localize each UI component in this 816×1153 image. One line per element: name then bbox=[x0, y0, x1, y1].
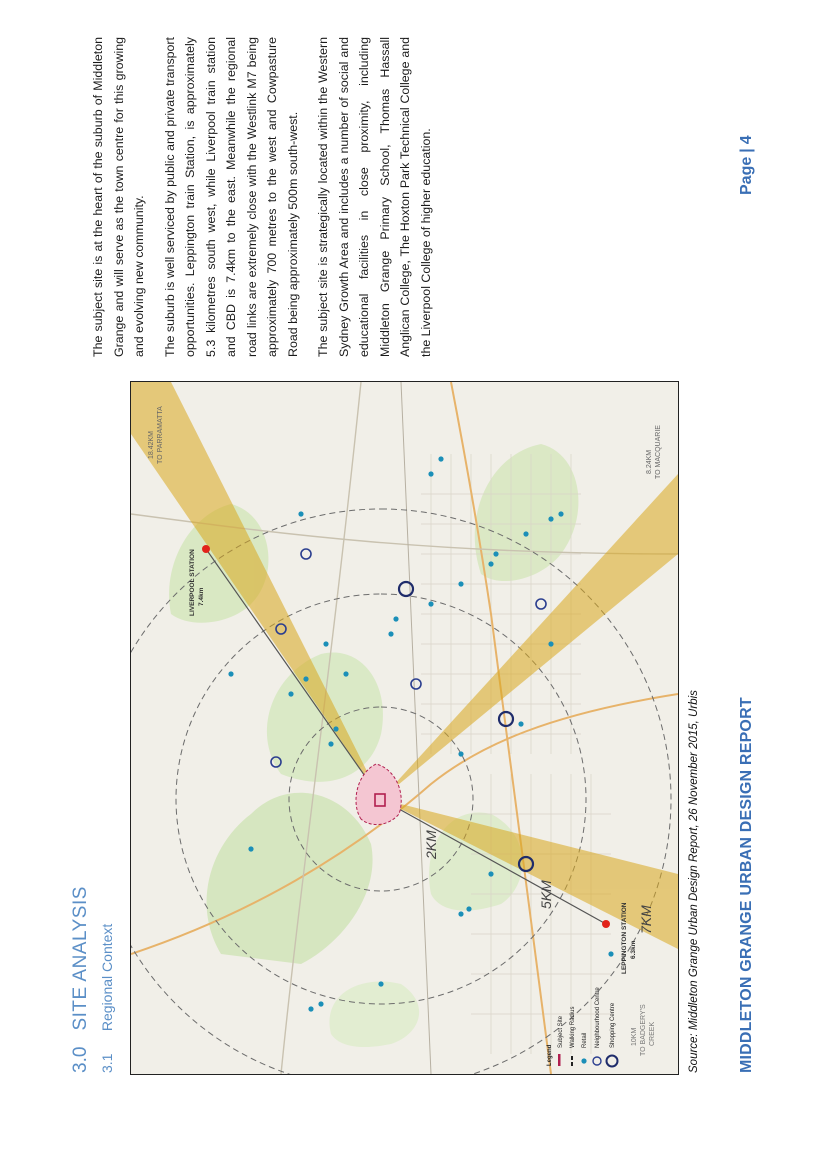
regional-context-map bbox=[130, 381, 679, 1075]
legend-retail-swatch bbox=[581, 1058, 586, 1063]
legend-shopping-centre-label: Shopping Centre bbox=[610, 1002, 616, 1048]
badgerys-direction-label: TO BADGERY'S bbox=[640, 1004, 647, 1056]
legend-walking-radius-label: Walking Radius bbox=[570, 1006, 576, 1048]
legend-subject-site-label: Subject Site bbox=[558, 1015, 564, 1048]
macquarie-direction-label: TO MACQUARIE bbox=[655, 425, 662, 479]
liverpool-station-label: LIVERPOOL STATION bbox=[189, 549, 196, 616]
radius-5km-label: 5KM bbox=[538, 880, 554, 909]
legend-title: Legend bbox=[547, 1044, 553, 1066]
liverpool-distance-label: 7.4km bbox=[198, 587, 205, 606]
badgerys-creek-label: CREEK bbox=[649, 1021, 656, 1046]
section-number: 3.0 bbox=[70, 1046, 91, 1073]
liverpool-station-marker bbox=[202, 545, 210, 553]
paragraph-transport: The suburb is well serviced by public and private transport opportunities. Leppington train Station, is approximately 5.3 kilometres south west, while Liverpool train station and CBD is 7.4km to the east. Meanwhile the regional road links are extremely close with the Westlink M7 being approximately 700 metres to the west and Cowpasture Road being approximately 500m south-west. bbox=[162, 37, 300, 357]
paragraph-site-heart: The subject site is at the heart of the suburb of Middleton Grange and will serve as the town centre for this growing and evolving new community. bbox=[91, 37, 146, 357]
leppington-station-marker bbox=[602, 920, 610, 928]
badgerys-distance-label: 10KM bbox=[631, 1027, 638, 1046]
leppington-distance-label: 6.3km bbox=[630, 940, 637, 959]
page-number-value: 4 bbox=[738, 135, 755, 145]
legend-retail-label: Retail bbox=[582, 1032, 588, 1048]
legend-neighbourhood-centre-label: Neighbourhood Centre bbox=[595, 987, 601, 1048]
map-graphic bbox=[131, 382, 678, 1074]
subsection-number: 3.1 bbox=[99, 1053, 115, 1073]
body-text-column bbox=[88, 37, 446, 357]
parramatta-distance-label: 18.42KM bbox=[148, 430, 155, 459]
page-separator: | bbox=[738, 148, 755, 153]
page-label: Page bbox=[738, 156, 755, 195]
parramatta-direction-label: TO PARRAMATTA bbox=[157, 406, 164, 464]
radius-7km-label: 7KM bbox=[638, 905, 654, 934]
page-number bbox=[738, 135, 756, 195]
radius-2km-label: 2KM bbox=[423, 830, 439, 859]
map-source-caption: Source: Middleton Grange Urban Design Report, 26 November 2015, Urbis bbox=[688, 690, 700, 1073]
section-title: SITE ANALYSIS bbox=[70, 886, 91, 1031]
leppington-station-label: LEPPINGTON STATION bbox=[621, 902, 628, 974]
paragraph-growth-area: The subject site is strategically located within the Western Sydney Growth Area and includes a number of social and educational facilities in close proximity, including Middleton Grange Primary School, Thomas Hassall Anglican College, The Hoxton Park Technical College and the Liverpool College of higher education. bbox=[316, 37, 433, 357]
section-heading bbox=[70, 886, 92, 1073]
subsection-heading bbox=[99, 924, 115, 1073]
report-footer-title: MIDDLETON GRANGE URBAN DESIGN REPORT bbox=[738, 697, 755, 1073]
legend-subject-site-swatch bbox=[558, 1054, 561, 1066]
subsection-title: Regional Context bbox=[99, 923, 115, 1032]
macquarie-distance-label: 8.24KM bbox=[646, 449, 653, 474]
